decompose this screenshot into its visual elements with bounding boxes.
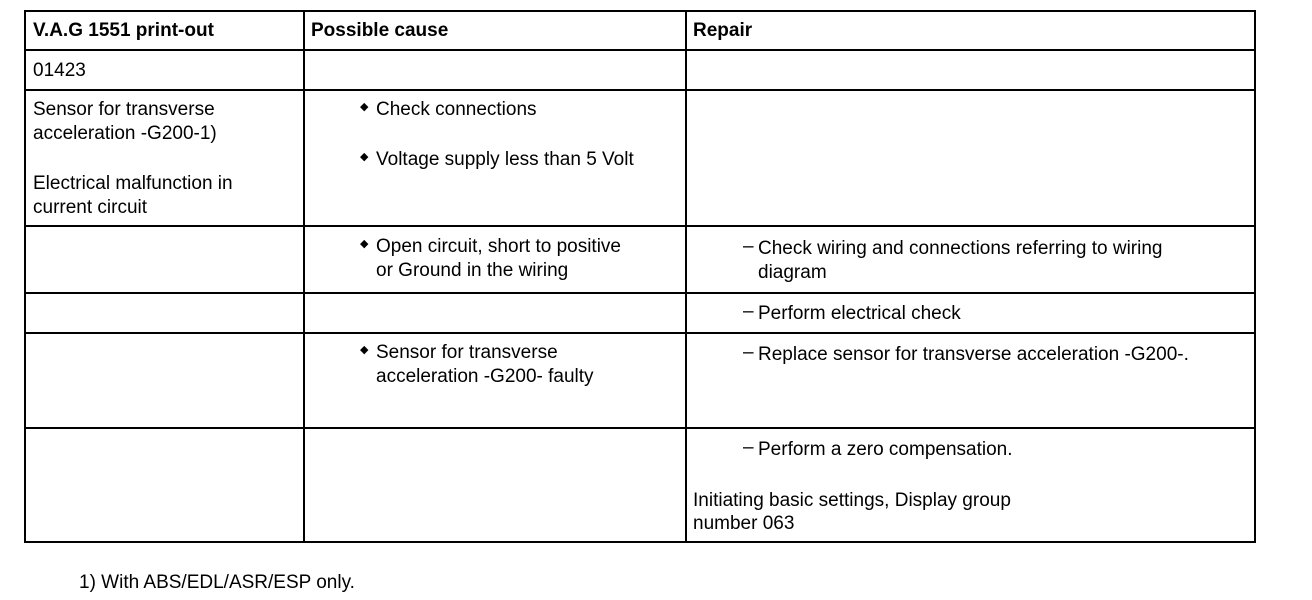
dash-bullet-icon: – (743, 342, 754, 363)
repair-line: Check wiring and connections referring to wiring (758, 238, 1163, 259)
repair-line: Replace sensor for transverse acceleration -G200-. (758, 344, 1189, 365)
cause-line: acceleration -G200- faulty (376, 366, 594, 387)
header-possible-cause: Possible cause (311, 20, 449, 41)
cause-line: or Ground in the wiring (376, 260, 569, 281)
repair-note-line: Initiating basic settings, Display group (693, 490, 1011, 511)
column-divider (685, 12, 687, 541)
printout-line: acceleration -G200-1) (33, 123, 217, 144)
row-divider (26, 332, 1254, 334)
printout-line: Electrical malfunction in (33, 173, 233, 194)
row-divider (26, 49, 1254, 51)
repair-line: Perform electrical check (758, 303, 961, 324)
header-printout: V.A.G 1551 print-out (33, 20, 214, 41)
repair-line: Perform a zero compensation. (758, 439, 1013, 460)
diamond-bullet-icon: ◆ (360, 344, 369, 356)
footnote: 1) With ABS/EDL/ASR/ESP only. (79, 572, 355, 593)
diamond-bullet-icon: ◆ (360, 238, 369, 250)
diamond-bullet-icon: ◆ (360, 151, 369, 163)
repair-note-line: number 063 (693, 513, 795, 534)
cause-line: Open circuit, short to positive (376, 236, 621, 257)
cause-line: Sensor for transverse (376, 342, 558, 363)
row-divider (26, 292, 1254, 294)
printout-line: Sensor for transverse (33, 99, 215, 120)
cause-line: Check connections (376, 99, 537, 120)
cause-line: Voltage supply less than 5 Volt (376, 149, 634, 170)
dash-bullet-icon: – (743, 301, 754, 322)
header-repair: Repair (693, 20, 753, 41)
repair-line: diagram (758, 262, 827, 283)
row-divider (26, 225, 1254, 227)
dash-bullet-icon: – (743, 236, 754, 257)
row-divider (26, 89, 1254, 91)
row-divider (26, 427, 1254, 429)
diamond-bullet-icon: ◆ (360, 101, 369, 113)
dash-bullet-icon: – (743, 437, 754, 458)
printout-line: current circuit (33, 197, 148, 218)
fault-code-table (24, 10, 1256, 543)
fault-code: 01423 (33, 60, 86, 81)
column-divider (303, 12, 305, 541)
